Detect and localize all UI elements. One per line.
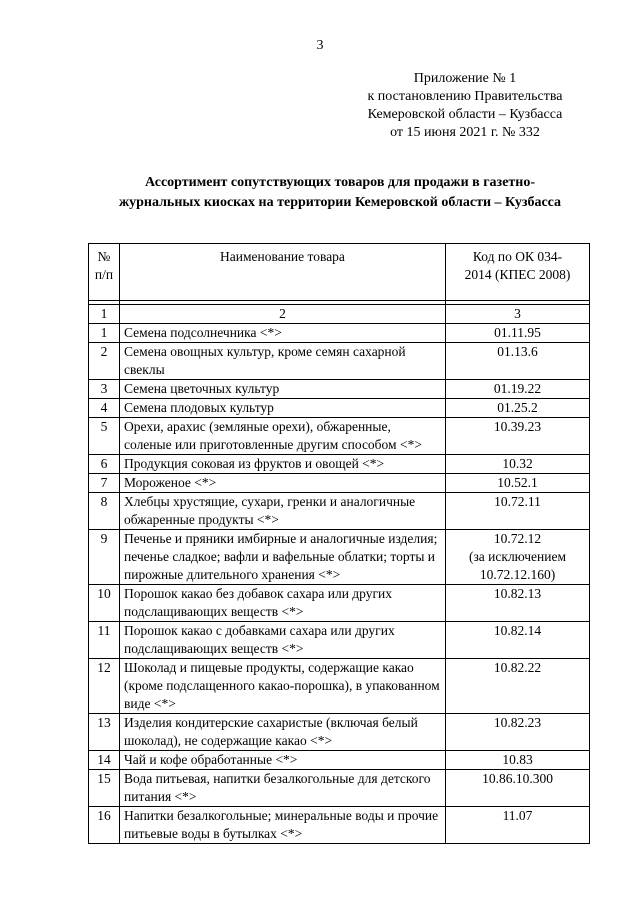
row-num: 16	[89, 807, 120, 844]
row-code: 01.13.6	[446, 343, 590, 380]
table-row	[89, 751, 590, 770]
header-code-line-2: 2014 (КПЕС 2008)	[464, 267, 571, 282]
row-name: Шоколад и пищевые продукты, содержащие какао (кроме подслащенного какао-порошка), в упакованном виде <*>	[120, 659, 446, 714]
table-row	[89, 324, 590, 343]
goods-table	[88, 243, 590, 844]
row-name: Изделия кондитерские сахаристые (включая белый шоколад), не содержащие какао <*>	[120, 714, 446, 751]
row-num: 8	[89, 493, 120, 530]
row-code: 10.39.23	[446, 418, 590, 455]
row-num: 2	[89, 343, 120, 380]
row-code: 01.11.95	[446, 324, 590, 343]
table-row	[89, 807, 590, 844]
row-num: 4	[89, 399, 120, 418]
appendix-line-2: к постановлению Правительства	[367, 89, 563, 104]
row-num: 11	[89, 622, 120, 659]
row-name: Хлебцы хрустящие, сухари, гренки и аналогичные обжаренные продукты <*>	[120, 493, 446, 530]
column-number-1: 1	[89, 305, 120, 324]
row-name: Порошок какао с добавками сахара или других подслащивающих веществ <*>	[120, 622, 446, 659]
header-num	[89, 244, 120, 301]
row-num: 5	[89, 418, 120, 455]
row-num: 7	[89, 474, 120, 493]
row-num: 1	[89, 324, 120, 343]
row-name: Порошок какао без добавок сахара или других подслащивающих веществ <*>	[120, 585, 446, 622]
column-number-row	[89, 305, 590, 324]
appendix-line-3: Кемеровской области – Кузбасса	[367, 107, 563, 122]
row-code: 10.52.1	[446, 474, 590, 493]
row-code: 10.82.14	[446, 622, 590, 659]
table-row	[89, 493, 590, 530]
row-name: Семена цветочных культур	[120, 380, 446, 399]
row-name: Семена овощных культур, кроме семян сахарной свеклы	[120, 343, 446, 380]
row-code: 10.82.13	[446, 585, 590, 622]
row-name: Печенье и пряники имбирные и аналогичные изделия; печенье сладкое; вафли и вафельные облатки; торты и пирожные длительного хранения <*>	[120, 530, 446, 585]
row-name: Напитки безалкогольные; минеральные воды и прочие питьевые воды в бутылках <*>	[120, 807, 446, 844]
row-code-note-2: 10.72.12.160)	[479, 567, 556, 582]
row-num: 3	[89, 380, 120, 399]
header-num-line-1: №	[97, 249, 111, 264]
table-row	[89, 455, 590, 474]
row-num: 13	[89, 714, 120, 751]
appendix-line-1: Приложение № 1	[413, 71, 517, 86]
row-name: Семена подсолнечника <*>	[120, 324, 446, 343]
table-row	[89, 530, 590, 585]
row-code-note-1: (за исключением	[468, 549, 567, 564]
row-num: 15	[89, 770, 120, 807]
document-title	[60, 173, 620, 213]
header-code-line-1: Код по ОК 034-	[472, 249, 563, 264]
row-num: 14	[89, 751, 120, 770]
row-name: Вода питьевая, напитки безалкогольные для детского питания <*>	[120, 770, 446, 807]
table-header-row	[89, 244, 590, 301]
table-row	[89, 585, 590, 622]
row-code: 11.07	[446, 807, 590, 844]
row-code: 10.83	[446, 751, 590, 770]
title-line-2: журнальных киосках на территории Кемеровской области – Кузбасса	[118, 195, 562, 210]
table-row	[89, 343, 590, 380]
row-name: Продукция соковая из фруктов и овощей <*>	[120, 455, 446, 474]
page-number: 3	[316, 38, 324, 53]
appendix-block	[330, 70, 600, 142]
row-code: 10.32	[446, 455, 590, 474]
row-num: 12	[89, 659, 120, 714]
row-code: 10.86.10.300	[446, 770, 590, 807]
table-row	[89, 659, 590, 714]
table-row	[89, 714, 590, 751]
table-row	[89, 380, 590, 399]
row-code: 10.72.12	[493, 531, 542, 546]
row-code: 10.72.11	[446, 493, 590, 530]
row-code: 01.25.2	[446, 399, 590, 418]
row-code: 01.19.22	[446, 380, 590, 399]
header-code	[446, 244, 590, 301]
header-num-line-2: п/п	[94, 267, 114, 282]
row-num: 9	[89, 530, 120, 585]
appendix-line-4: от 15 июня 2021 г. № 332	[390, 125, 540, 140]
row-code-cell	[446, 530, 590, 585]
row-code: 10.82.23	[446, 714, 590, 751]
row-name: Мороженое <*>	[120, 474, 446, 493]
table-row	[89, 770, 590, 807]
row-name: Орехи, арахис (земляные орехи), обжаренные, соленые или приготовленные другим способом <*>	[120, 418, 446, 455]
header-name: Наименование товара	[120, 244, 446, 301]
row-num: 6	[89, 455, 120, 474]
row-name: Семена плодовых культур	[120, 399, 446, 418]
table-row	[89, 622, 590, 659]
row-num: 10	[89, 585, 120, 622]
table-row	[89, 418, 590, 455]
table-row	[89, 399, 590, 418]
table-row	[89, 474, 590, 493]
row-code: 10.82.22	[446, 659, 590, 714]
title-line-1: Ассортимент сопутствующих товаров для продажи в газетно-	[144, 175, 536, 190]
column-number-3: 3	[446, 305, 590, 324]
column-number-2: 2	[120, 305, 446, 324]
row-name: Чай и кофе обработанные <*>	[120, 751, 446, 770]
